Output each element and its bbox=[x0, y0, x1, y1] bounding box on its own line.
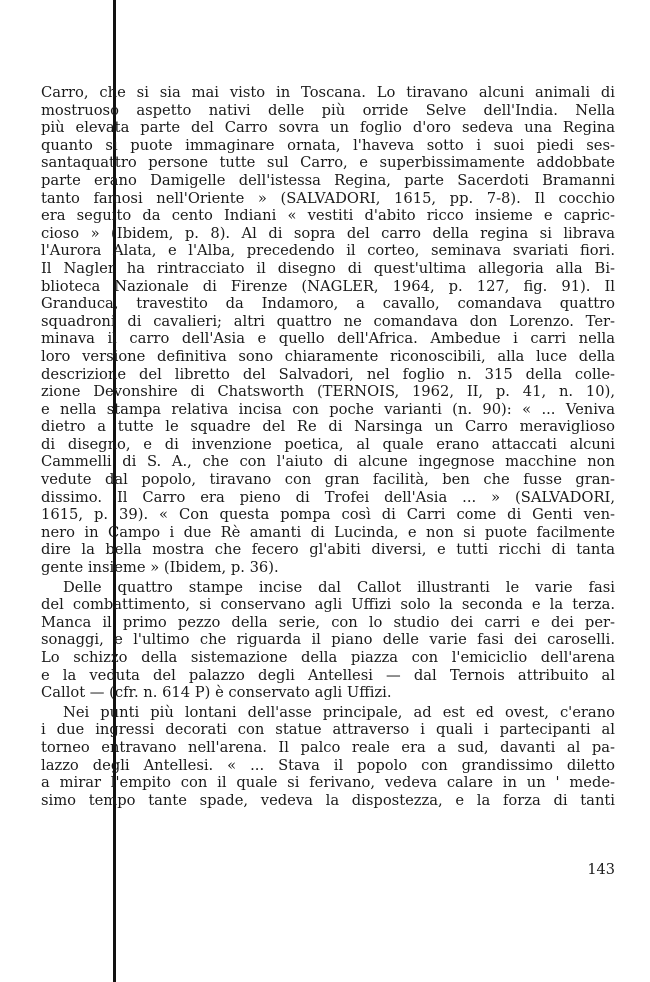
text-line: del combattimento, si conservano agli Uffizi solo la seconda e la terza. bbox=[41, 596, 615, 614]
text-line: dire la bella mostra che fecero gl'abiti diversi, e tutti ricchi di tanta bbox=[41, 541, 615, 559]
text-line: Cammelli di S. A., che con l'aiuto di alcune ingegnose macchine non bbox=[41, 453, 615, 471]
text-line: parte erano Damigelle dell'istessa Regina, parte Sacerdoti Bramanni bbox=[41, 171, 615, 189]
paragraph bbox=[41, 704, 615, 810]
text-line: santaquattro persone tutte sul Carro, e superbissimamente addobbate bbox=[41, 154, 615, 172]
text-line: Granduca, travestito da Indamoro, a cavallo, comandava quattro bbox=[41, 295, 615, 313]
text-line: e nella stampa relativa incisa con poche varianti (n. 90): « ... Veniva bbox=[41, 400, 615, 418]
text-line: Lo schizzo della sistemazione della piazza con l'emiciclio dell'arena bbox=[41, 649, 615, 666]
text-line: torneo entravano nell'arena. Il palco reale era a sud, davanti al pa- bbox=[41, 738, 615, 756]
text-line: squadroni di cavalieri; altri quattro ne comandava don Lorenzo. Ter- bbox=[41, 312, 615, 330]
text-line: Delle quattro stampe incise dal Callot illustranti le varie fasi bbox=[63, 578, 615, 596]
text-line: loro versione definitiva sono chiaramente riconoscibili, alla luce della bbox=[41, 347, 615, 365]
text-line: zione Devonshire di Chatsworth (TERNOIS, 1962, II, p. 41, n. 10), bbox=[41, 383, 615, 401]
text-line: l'Aurora Alata, e l'Alba, precedendo il corteo, seminava svariati fiori. bbox=[41, 242, 615, 260]
text-line: Nei punti più lontani dell'asse principale, ad est ed ovest, c'erano bbox=[63, 703, 615, 721]
text-line: Carro, che si sia mai visto in Toscana. Lo tiravano alcuni animali di bbox=[41, 84, 615, 101]
text-line: descrizione del libretto del Salvadori, nel foglio n. 315 della colle- bbox=[41, 365, 615, 383]
text-line: minava il carro dell'Asia e quello dell'Africa. Ambedue i carri nella bbox=[41, 330, 615, 348]
text-line: Callot — (cfr. n. 614 P) è conservato agli Uffizi. bbox=[41, 684, 392, 702]
text-line: e la veduta del palazzo degli Antellesi — dal Ternois attribuito al bbox=[41, 666, 615, 684]
text-line: blioteca Nazionale di Firenze (NAGLER, 1964, p. 127, fig. 91). Il bbox=[41, 277, 615, 295]
text-line: gente insieme » (Ibidem, p. 36). bbox=[41, 559, 279, 577]
text-line: Il Nagler ha rintracciato il disegno di quest'ultima allegoria alla Bi- bbox=[41, 259, 615, 277]
text-line: lazzo degli Antellesi. « ... Stava il popolo con grandissimo diletto bbox=[41, 756, 615, 774]
text-line: cioso » (Ibidem, p. 8). Al di sopra del carro della regina si librava bbox=[41, 224, 615, 242]
text-line: tanto famosi nell'Oriente » (SALVADORI, 1615, pp. 7-8). Il cocchio bbox=[41, 189, 615, 207]
text-line: a mirar l'empito con il quale si ferivano, vedeva calare in un ' mede- bbox=[41, 774, 615, 792]
text-line: era seguito da cento Indiani « vestiti d'abito ricco insieme e capric- bbox=[41, 207, 615, 225]
text-line: vedute dal popolo, tiravano con gran facilità, ben che fusse gran- bbox=[41, 471, 615, 489]
text-line: mostruoso aspetto nativi delle più orride Selve dell'India. Nella bbox=[41, 101, 615, 119]
text-line: di disegno, e di invenzione poetica, al quale erano attaccati alcuni bbox=[41, 435, 615, 453]
text-line: più elevata parte del Carro sovra un foglio d'oro sedeva una Regina bbox=[41, 119, 615, 137]
paragraph bbox=[41, 579, 615, 702]
text-line: dissimo. Il Carro era pieno di Trofei dell'Asia ... » (SALVADORI, bbox=[41, 488, 615, 506]
text-line: Manca il primo pezzo della serie, con lo studio dei carri e dei per- bbox=[41, 613, 615, 631]
text-line: 1615, p. 39). « Con questa pompa così di Carri come di Genti ven- bbox=[41, 506, 615, 524]
text-line: quanto si puote immaginare ornata, l'haveva sotto i suoi piedi ses- bbox=[41, 136, 615, 154]
text-line: simo tempo tante spade, vedeva la dispostezza, e la forza di tanti bbox=[41, 791, 615, 809]
text-line: sonaggi, e l'ultimo che riguarda il piano delle varie fasi dei caroselli. bbox=[41, 631, 615, 649]
body-text bbox=[41, 84, 615, 809]
text-line: dietro a tutte le squadre del Re di Narsinga un Carro meraviglioso bbox=[41, 418, 615, 436]
text-line: i due ingressi decorati con statue attraverso i quali i partecipanti al bbox=[41, 721, 615, 739]
page-number: 143 bbox=[587, 862, 615, 878]
text-line: nero in Campo i due Rè amanti di Lucinda, e non si puote facilmente bbox=[41, 523, 615, 541]
paragraph bbox=[41, 84, 615, 577]
